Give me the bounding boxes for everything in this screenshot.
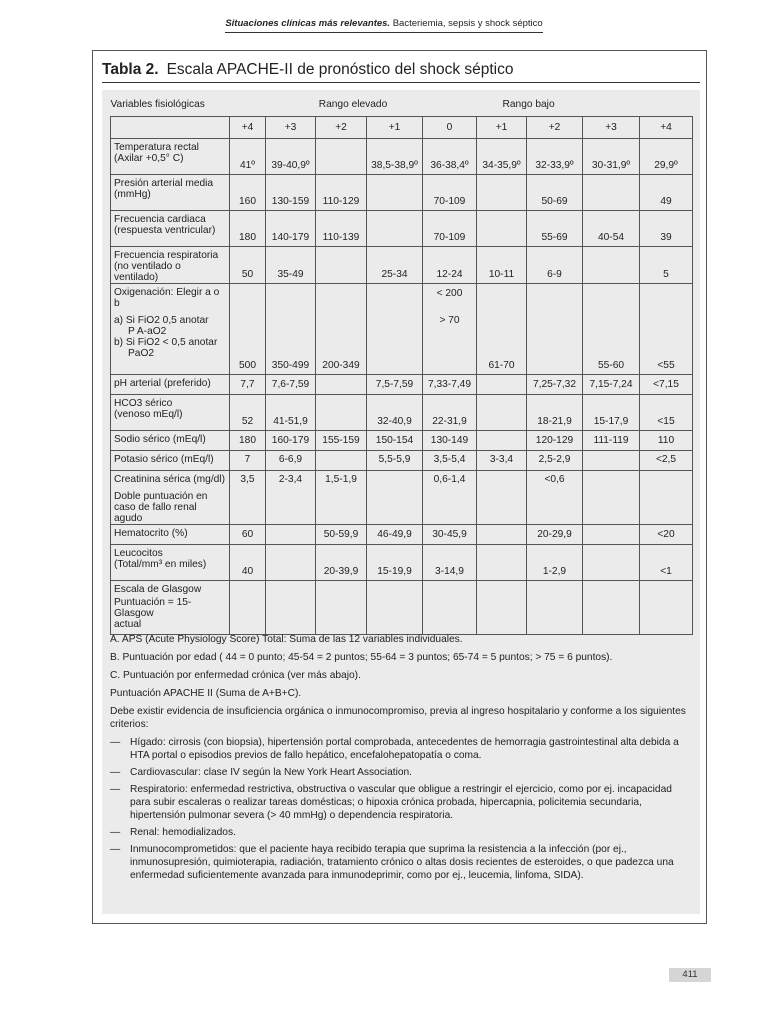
value-cell: <0,6 bbox=[527, 470, 583, 524]
value-cell: 7,25-7,32 bbox=[527, 374, 583, 394]
variable-name-cell bbox=[111, 210, 230, 246]
variable-name-line: Oxigenación: Elegir a o b bbox=[114, 286, 220, 309]
table-row bbox=[111, 210, 693, 246]
value-cell: 140-179 bbox=[266, 210, 316, 246]
value-cell: 40 bbox=[230, 544, 266, 580]
variable-name-line: (Total/mm³ en miles) bbox=[114, 558, 207, 570]
variable-name-line: Frecuencia respiratoria bbox=[114, 249, 219, 261]
value-cell bbox=[367, 174, 423, 210]
value-cell: 38,5-38,9º bbox=[367, 138, 423, 174]
value-cell: 110 bbox=[640, 430, 693, 450]
table-row bbox=[111, 174, 693, 210]
score-header-cell: +3 bbox=[583, 116, 640, 138]
variable-name-cell bbox=[111, 544, 230, 580]
value-cell bbox=[477, 210, 527, 246]
variable-name-line: (mmHg) bbox=[114, 188, 151, 200]
criteria-text: Respiratorio: enfermedad restrictiva, obstructiva o vascular que obligue a restringir el ejercicio, como por ej. incapacidad para subir escaleras o realizar tareas domésticas; o hipoxia crónica probada, hipercapnia, policitemia secundaria, hipertensión pulmonar severa (> 40 mmHg) o dependencia respiratoria. bbox=[130, 784, 672, 821]
value-cell: 15-19,9 bbox=[367, 544, 423, 580]
criteria-item bbox=[110, 736, 692, 762]
variable-name-line: Doble puntuación en bbox=[114, 490, 208, 502]
value-cell: 350-499 bbox=[266, 283, 316, 374]
value-cell: 160-179 bbox=[266, 430, 316, 450]
value-cell: 18-21,9 bbox=[527, 394, 583, 430]
value-cell: 29,9º bbox=[640, 138, 693, 174]
variable-name-cell bbox=[111, 430, 230, 450]
variable-name-cell bbox=[111, 450, 230, 470]
value-cell: 30-45,9 bbox=[423, 524, 477, 544]
score-header-blank bbox=[111, 116, 230, 138]
variable-name-cell bbox=[111, 283, 230, 374]
running-header-section: Situaciones clínicas más relevantes. bbox=[225, 18, 391, 29]
value-cell: 6-9 bbox=[527, 246, 583, 283]
variable-name-line: (respuesta ventricular) bbox=[114, 224, 216, 236]
table-title bbox=[102, 61, 700, 83]
value-cell: 7,5-7,59 bbox=[367, 374, 423, 394]
variable-name-line: Hematocrito (%) bbox=[114, 527, 188, 539]
dash-mark: — bbox=[110, 737, 121, 748]
variable-name-line: Leucocitos bbox=[114, 547, 163, 559]
value-cell bbox=[583, 544, 640, 580]
value-cell bbox=[583, 580, 640, 634]
running-header-chapter: Bacteriemia, sepsis y shock séptico bbox=[392, 18, 543, 29]
variable-name-line: actual bbox=[114, 618, 142, 630]
value-cell bbox=[477, 430, 527, 450]
criteria-text: Renal: hemodializados. bbox=[130, 827, 236, 838]
value-cell bbox=[266, 580, 316, 634]
value-cell: 55-60 bbox=[583, 283, 640, 374]
value-cell bbox=[316, 246, 367, 283]
value-cell: 10-11 bbox=[477, 246, 527, 283]
value-cell: 3,5 bbox=[230, 470, 266, 524]
score-header-cell: +2 bbox=[527, 116, 583, 138]
score-header-cell: +3 bbox=[266, 116, 316, 138]
apache-table bbox=[110, 94, 693, 635]
value-cell: 60 bbox=[230, 524, 266, 544]
value-cell: 34-35,9º bbox=[477, 138, 527, 174]
value-cell: 3-14,9 bbox=[423, 544, 477, 580]
criteria-item bbox=[110, 766, 692, 779]
value-cell: 50 bbox=[230, 246, 266, 283]
dash-mark: — bbox=[110, 844, 121, 855]
variable-name-line: Puntuación = 15-Glasgow bbox=[114, 596, 192, 619]
dash-mark: — bbox=[110, 784, 121, 795]
running-header bbox=[0, 18, 768, 33]
value-cell: 50-59,9 bbox=[316, 524, 367, 544]
value-cell: 120-129 bbox=[527, 430, 583, 450]
table-caption: Escala APACHE-II de pronóstico del shock séptico bbox=[166, 61, 514, 78]
value-cell bbox=[527, 580, 583, 634]
value-cell bbox=[367, 283, 423, 374]
value-cell bbox=[367, 210, 423, 246]
score-header-row bbox=[111, 116, 693, 138]
oxygenation-threshold-a: < 200 bbox=[436, 287, 463, 299]
variable-name-line: Presión arterial media bbox=[114, 177, 214, 189]
value-cell: 3-3,4 bbox=[477, 450, 527, 470]
value-cell: 5,5-5,9 bbox=[367, 450, 423, 470]
note-c: C. Puntuación por enfermedad crónica (ver más abajo). bbox=[110, 670, 361, 681]
variable-name-line: Potasio sérico (mEq/l) bbox=[114, 453, 214, 465]
value-cell: 46-49,9 bbox=[367, 524, 423, 544]
value-cell: 110-139 bbox=[316, 210, 367, 246]
variable-name-line: Sodio sérico (mEq/l) bbox=[114, 433, 206, 445]
table-row bbox=[111, 470, 693, 524]
value-cell: 50-69 bbox=[527, 174, 583, 210]
value-cell: 49 bbox=[640, 174, 693, 210]
value-cell: 22-31,9 bbox=[423, 394, 477, 430]
variable-name-cell bbox=[111, 174, 230, 210]
value-cell bbox=[477, 470, 527, 524]
variable-name-line: caso de fallo renal agudo bbox=[114, 501, 197, 524]
variable-name-cell bbox=[111, 524, 230, 544]
value-cell: 15-17,9 bbox=[583, 394, 640, 430]
value-cell: 2,5-2,9 bbox=[527, 450, 583, 470]
value-cell: 7,15-7,24 bbox=[583, 374, 640, 394]
variable-name-cell bbox=[111, 246, 230, 283]
table-row bbox=[111, 430, 693, 450]
value-cell bbox=[316, 580, 367, 634]
value-cell bbox=[316, 394, 367, 430]
value-cell bbox=[583, 246, 640, 283]
rango-bajo-header: Rango bajo bbox=[502, 99, 555, 111]
value-cell: 7 bbox=[230, 450, 266, 470]
table-row bbox=[111, 246, 693, 283]
dash-mark: — bbox=[110, 827, 121, 838]
value-cell bbox=[316, 374, 367, 394]
value-cell: 0,6-1,4 bbox=[423, 470, 477, 524]
value-cell bbox=[583, 174, 640, 210]
value-cell bbox=[583, 450, 640, 470]
table-row bbox=[111, 138, 693, 174]
criteria-item bbox=[110, 826, 692, 839]
variable-name-cell bbox=[111, 470, 230, 524]
value-cell bbox=[527, 283, 583, 374]
note-intro: Debe existir evidencia de insuficiencia orgánica o inmunocompromiso, previa al ingreso hospitalario y conforme a los siguientes criterios: bbox=[110, 706, 686, 730]
table-row bbox=[111, 524, 693, 544]
value-cell: 41-51,9 bbox=[266, 394, 316, 430]
table-number: Tabla 2. bbox=[102, 61, 159, 78]
rango-elevado-header: Rango elevado bbox=[318, 99, 388, 111]
value-cell: 12-24 bbox=[423, 246, 477, 283]
variable-name-line: (venoso mEq/l) bbox=[114, 408, 183, 420]
value-cell: 32-33,9º bbox=[527, 138, 583, 174]
value-cell bbox=[230, 580, 266, 634]
variable-name-cell bbox=[111, 138, 230, 174]
value-cell: 111-119 bbox=[583, 430, 640, 450]
value-cell bbox=[640, 470, 693, 524]
value-cell bbox=[316, 138, 367, 174]
value-cell: 39-40,9º bbox=[266, 138, 316, 174]
value-cell: 500 bbox=[230, 283, 266, 374]
value-cell: 61-70 bbox=[477, 283, 527, 374]
value-cell: 20-39,9 bbox=[316, 544, 367, 580]
value-cell: 52 bbox=[230, 394, 266, 430]
value-cell bbox=[367, 580, 423, 634]
variable-name-line: HCO3 sérico bbox=[114, 397, 173, 409]
value-cell bbox=[477, 394, 527, 430]
value-cell: 36-38,4º bbox=[423, 138, 477, 174]
score-header-cell: +4 bbox=[640, 116, 693, 138]
value-cell bbox=[477, 580, 527, 634]
variable-name-line: b) Si FiO2 < 0,5 anotar bbox=[114, 336, 218, 348]
variable-name-line: P A-aO2 bbox=[128, 325, 167, 337]
value-cell: 7,7 bbox=[230, 374, 266, 394]
value-cell: <15 bbox=[640, 394, 693, 430]
value-cell: 200-349 bbox=[316, 283, 367, 374]
value-cell bbox=[423, 580, 477, 634]
criteria-text: Cardiovascular: clase IV según la New York Heart Association. bbox=[130, 767, 412, 778]
variable-name-line: Temperatura rectal bbox=[114, 141, 199, 153]
value-cell: 25-34 bbox=[367, 246, 423, 283]
variable-name-line: Frecuencia cardiaca bbox=[114, 213, 206, 225]
value-cell: 70-109 bbox=[423, 210, 477, 246]
variable-name-cell bbox=[111, 374, 230, 394]
value-cell: 3,5-5,4 bbox=[423, 450, 477, 470]
score-header-cell: +1 bbox=[477, 116, 527, 138]
value-cell bbox=[266, 524, 316, 544]
value-cell bbox=[367, 470, 423, 524]
value-cell bbox=[423, 283, 477, 374]
value-cell: <1 bbox=[640, 544, 693, 580]
variable-name-line: Creatinina sérica (mg/dl) bbox=[114, 473, 225, 485]
value-cell: 1-2,9 bbox=[527, 544, 583, 580]
criteria-text: Inmunocomprometidos: que el paciente haya recibido terapia que suprima la resistencia a la infección (por ej., inmunosupresión, quimioterapia, radiación, tratamiento crónico o altas dosis recientes de esteroides, o que padezca una enfermedad suficientemente avanzada para inmunodeprimir, como por ej., leucemia, linfoma, SIDA). bbox=[130, 844, 674, 881]
table-row bbox=[111, 580, 693, 634]
note-b: B. Puntuación por edad ( 44 = 0 punto; 45-54 = 2 puntos; 55-64 = 3 puntos; 65-74 = 5 puntos; > 75 = 6 puntos). bbox=[110, 652, 613, 663]
dash-mark: — bbox=[110, 767, 121, 778]
value-cell: 110-129 bbox=[316, 174, 367, 210]
page-number: 411 bbox=[669, 968, 711, 982]
table-row bbox=[111, 394, 693, 430]
variable-name-line: pH arterial (preferido) bbox=[114, 377, 211, 389]
value-cell bbox=[640, 580, 693, 634]
value-cell: 41º bbox=[230, 138, 266, 174]
criteria-item bbox=[110, 843, 692, 882]
value-cell: 39 bbox=[640, 210, 693, 246]
value-cell bbox=[477, 544, 527, 580]
criteria-list bbox=[110, 736, 692, 882]
value-cell: 20-29,9 bbox=[527, 524, 583, 544]
score-header-cell: +2 bbox=[316, 116, 367, 138]
oxygenation-threshold-b: > 70 bbox=[439, 314, 460, 326]
value-cell: <55 bbox=[640, 283, 693, 374]
notes bbox=[110, 633, 692, 886]
value-cell: 6-6,9 bbox=[266, 450, 316, 470]
table-row bbox=[111, 374, 693, 394]
variable-name-line: a) Si FiO2 0,5 anotar bbox=[114, 314, 209, 326]
value-cell: 5 bbox=[640, 246, 693, 283]
value-cell bbox=[477, 174, 527, 210]
value-cell: <20 bbox=[640, 524, 693, 544]
table-caption-row bbox=[111, 94, 693, 116]
value-cell: <7,15 bbox=[640, 374, 693, 394]
value-cell: 150-154 bbox=[367, 430, 423, 450]
variable-name-line: Escala de Glasgow bbox=[114, 583, 202, 595]
variable-name-line: PaO2 bbox=[128, 347, 155, 359]
value-cell bbox=[583, 524, 640, 544]
variable-name-cell bbox=[111, 394, 230, 430]
value-cell: 160 bbox=[230, 174, 266, 210]
score-header-cell: +1 bbox=[367, 116, 423, 138]
table-row bbox=[111, 544, 693, 580]
value-cell: 7,6-7,59 bbox=[266, 374, 316, 394]
score-header-cell: 0 bbox=[423, 116, 477, 138]
variable-name-line: (Axilar +0,5° C) bbox=[114, 152, 184, 164]
value-cell bbox=[583, 470, 640, 524]
note-total: Puntuación APACHE II (Suma de A+B+C). bbox=[110, 688, 302, 699]
value-cell: 130-159 bbox=[266, 174, 316, 210]
value-cell: 55-69 bbox=[527, 210, 583, 246]
value-cell: 40-54 bbox=[583, 210, 640, 246]
value-cell: 70-109 bbox=[423, 174, 477, 210]
table-row bbox=[111, 283, 693, 374]
criteria-text: Hígado: cirrosis (con biopsia), hipertensión portal comprobada, antecedentes de hemorragia gastrointestinal alta debida a HTA portal o episodios previos de fallo hepático, encefalohepatopatía o coma. bbox=[130, 737, 679, 761]
variable-name-line: (no ventilado o ventilado) bbox=[114, 260, 181, 283]
value-cell: 180 bbox=[230, 430, 266, 450]
table-row bbox=[111, 450, 693, 470]
variable-name-cell bbox=[111, 580, 230, 634]
value-cell: 32-40,9 bbox=[367, 394, 423, 430]
value-cell: <2,5 bbox=[640, 450, 693, 470]
value-cell: 7,33-7,49 bbox=[423, 374, 477, 394]
value-cell bbox=[316, 450, 367, 470]
value-cell: 130-149 bbox=[423, 430, 477, 450]
value-cell: 35-49 bbox=[266, 246, 316, 283]
value-cell: 2-3,4 bbox=[266, 470, 316, 524]
note-a: A. APS (Acute Physiology Score) Total: Suma de las 12 variables individuales. bbox=[110, 634, 463, 645]
value-cell: 155-159 bbox=[316, 430, 367, 450]
criteria-item bbox=[110, 783, 692, 822]
value-cell bbox=[266, 544, 316, 580]
value-cell: 1,5-1,9 bbox=[316, 470, 367, 524]
score-header-cell: +4 bbox=[230, 116, 266, 138]
value-cell: 180 bbox=[230, 210, 266, 246]
variables-header: Variables fisiológicas bbox=[110, 99, 205, 111]
value-cell: 30-31,9º bbox=[583, 138, 640, 174]
value-cell bbox=[477, 524, 527, 544]
value-cell bbox=[477, 374, 527, 394]
